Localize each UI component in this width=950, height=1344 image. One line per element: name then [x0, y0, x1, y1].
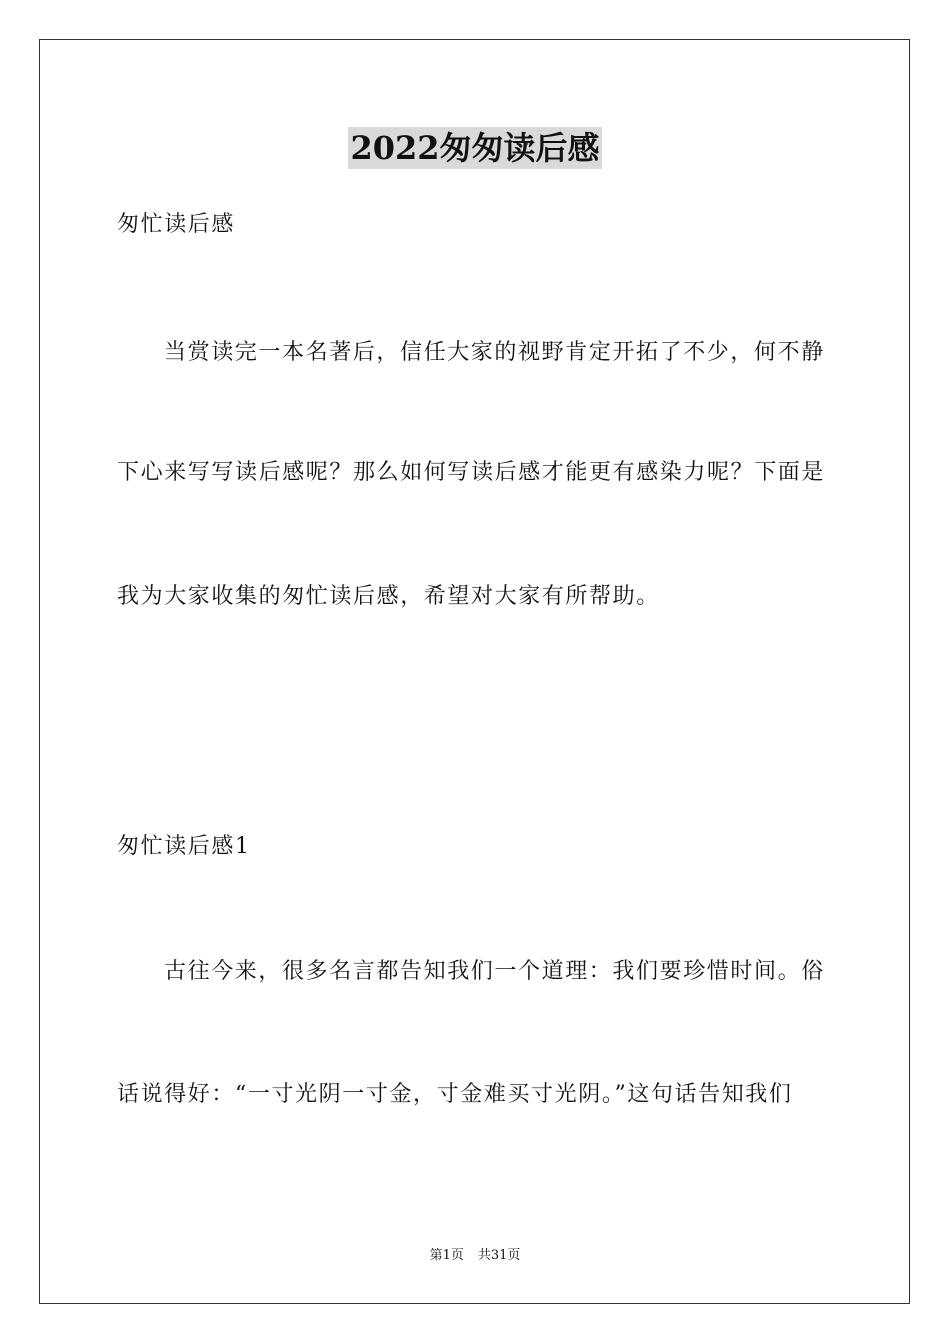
page-number: 第1页	[429, 1248, 464, 1263]
section-heading: 匆忙读后感1	[117, 834, 251, 859]
intro-line-3: 我为大家收集的匆忙读后感，希望对大家有所帮助。	[117, 584, 660, 609]
page-total: 共31页	[477, 1248, 521, 1263]
document-subtitle: 匆忙读后感	[117, 212, 236, 237]
document-title: 2022匆匆读后感	[350, 129, 600, 167]
title-container	[0, 127, 950, 169]
body-line-1: 古往今来，很多名言都告知我们一个道理：我们要珍惜时间。俗	[164, 959, 825, 984]
intro-line-2: 下心来写写读后感呢？那么如何写读后感才能更有感染力呢？下面是	[117, 460, 826, 485]
intro-line-1: 当赏读完一本名著后，信任大家的视野肯定开拓了不少，何不静	[164, 340, 825, 365]
page-footer	[0, 1247, 950, 1265]
body-line-2: 话说得好：“一寸光阴一寸金，寸金难买寸光阴。”这句话告知我们	[117, 1082, 793, 1107]
